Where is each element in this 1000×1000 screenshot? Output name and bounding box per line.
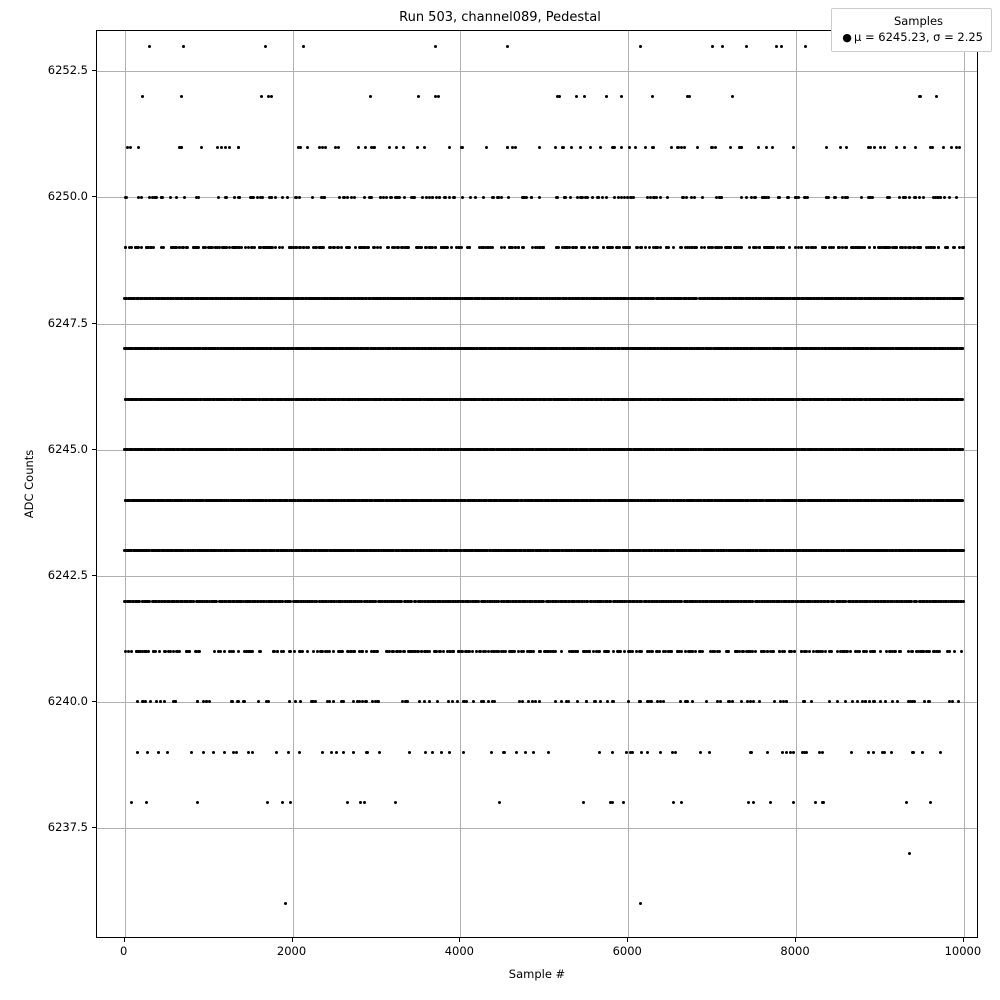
y-tick-label: 6252.5 bbox=[47, 63, 88, 78]
gridline-vertical bbox=[293, 31, 294, 937]
y-tick-label: 6250.0 bbox=[47, 189, 88, 204]
legend-stats-label: μ = 6245.23, σ = 2.25 bbox=[854, 29, 983, 44]
legend bbox=[831, 8, 992, 52]
x-tick-mark bbox=[795, 938, 796, 942]
x-tick-label: 8000 bbox=[780, 944, 810, 958]
gridline-horizontal bbox=[97, 828, 977, 829]
x-axis-label: Sample # bbox=[508, 967, 566, 981]
gridline-vertical bbox=[628, 31, 629, 937]
gridline-vertical bbox=[796, 31, 797, 937]
page-title: Run 503, channel089, Pedestal bbox=[399, 10, 601, 25]
gridline-horizontal bbox=[97, 324, 977, 325]
y-tick-label: 6242.5 bbox=[47, 567, 88, 582]
x-tick-mark bbox=[292, 938, 293, 942]
legend-marker-icon: ● bbox=[842, 30, 852, 44]
y-tick-mark bbox=[92, 323, 96, 324]
x-tick-mark bbox=[459, 938, 460, 942]
y-tick-mark bbox=[92, 575, 96, 576]
y-axis-label: ADC Counts bbox=[22, 449, 36, 519]
y-tick-mark bbox=[92, 701, 96, 702]
x-tick-label: 6000 bbox=[612, 944, 642, 958]
gridline-vertical bbox=[964, 31, 965, 937]
gridline-horizontal bbox=[97, 71, 977, 72]
x-tick-mark bbox=[963, 938, 964, 942]
y-tick-mark bbox=[92, 70, 96, 71]
x-tick-mark bbox=[627, 938, 628, 942]
legend-entry bbox=[840, 30, 983, 46]
y-tick-label: 6240.0 bbox=[47, 693, 88, 708]
gridline-vertical bbox=[460, 31, 461, 937]
y-tick-label: 6247.5 bbox=[47, 315, 88, 330]
y-tick-mark bbox=[92, 196, 96, 197]
x-tick-mark bbox=[124, 938, 125, 942]
gridline-horizontal bbox=[97, 576, 977, 577]
x-tick-label: 0 bbox=[120, 944, 128, 958]
gridline-vertical bbox=[125, 31, 126, 937]
y-tick-label: 6237.5 bbox=[47, 820, 88, 835]
x-tick-label: 4000 bbox=[444, 944, 474, 958]
x-tick-label: 10000 bbox=[944, 944, 982, 958]
y-tick-mark bbox=[92, 449, 96, 450]
y-tick-mark bbox=[92, 827, 96, 828]
y-tick-label: 6245.0 bbox=[47, 441, 88, 456]
x-tick-label: 2000 bbox=[276, 944, 307, 958]
legend-title: Samples bbox=[893, 14, 944, 28]
plot-axes-area bbox=[96, 30, 978, 938]
